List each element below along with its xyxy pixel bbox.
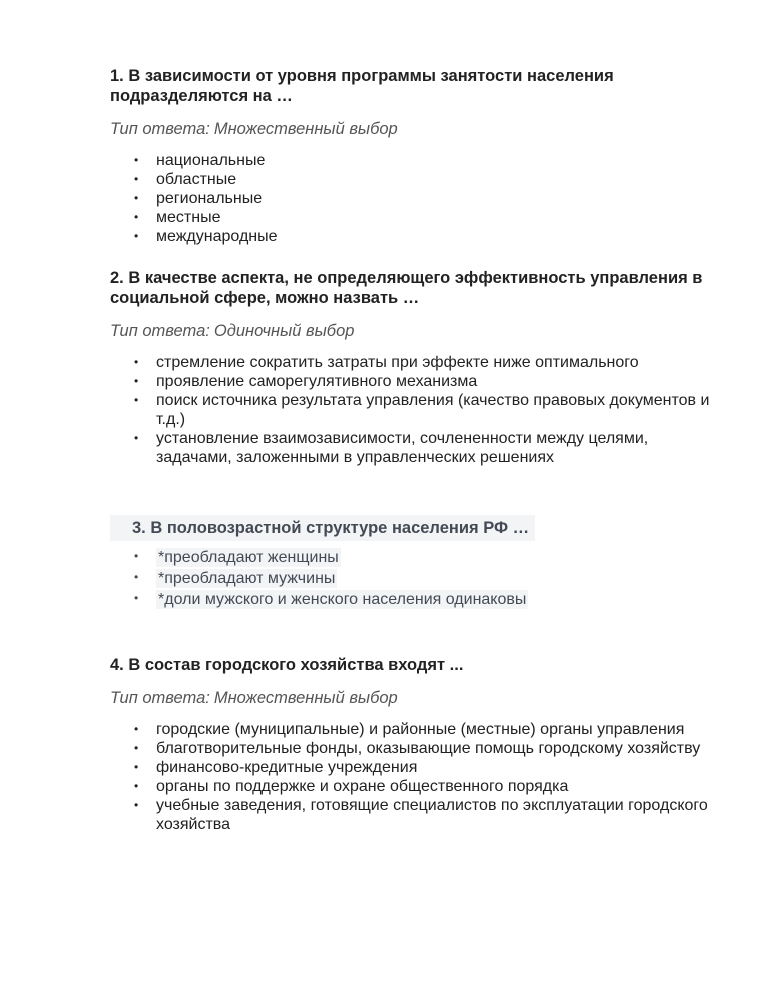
list-item — [110, 429, 720, 467]
options-list — [110, 547, 590, 610]
options-list — [110, 353, 720, 467]
bullet-icon: • — [134, 798, 139, 812]
list-item — [110, 777, 720, 796]
list-item — [110, 391, 720, 429]
option-text: благотворительные фонды, оказывающие помощь городскому хозяйству — [156, 740, 701, 757]
answer-type-value: Множественный выбор — [213, 120, 398, 138]
list-item — [110, 720, 720, 739]
list-item — [110, 796, 720, 834]
answer-type-value: Множественный выбор — [213, 689, 398, 707]
option-text: *доли мужского и женского населения одинаковы — [158, 591, 527, 608]
answer-type — [110, 688, 720, 708]
option-text: установление взаимозависимости, сочлененности между целями, задачами, заложенными в управленческих решениях — [156, 430, 649, 466]
bullet-icon: • — [134, 210, 139, 224]
bullet-icon: • — [134, 153, 139, 167]
list-item — [110, 372, 720, 391]
bullet-icon: • — [134, 591, 139, 605]
bullet-icon: • — [134, 549, 139, 563]
bullet-icon: • — [134, 229, 139, 243]
bullet-icon: • — [134, 760, 139, 774]
list-item — [110, 208, 720, 227]
answer-type-label: Тип ответа: — [110, 689, 210, 707]
bullet-icon: • — [134, 431, 139, 445]
list-item — [110, 589, 590, 610]
bullet-icon: • — [134, 191, 139, 205]
option-text: региональные — [156, 190, 263, 207]
list-item — [110, 151, 720, 170]
question-title: 2. В качестве аспекта, не определяющего эффективность управления в социальной сфере, можно назвать … — [110, 269, 703, 307]
question-3 — [110, 515, 590, 610]
list-item — [110, 227, 720, 246]
answer-type — [110, 119, 720, 139]
list-item — [110, 189, 720, 208]
question-4 — [110, 655, 720, 834]
question-2 — [110, 268, 720, 467]
answer-type-label: Тип ответа: — [110, 322, 210, 340]
option-text: *преобладают женщины — [158, 549, 339, 566]
answer-type — [110, 321, 720, 341]
option-text: проявление саморегулятивного механизма — [156, 373, 478, 390]
bullet-icon: • — [134, 374, 139, 388]
options-list — [110, 151, 720, 246]
option-text: учебные заведения, готовящие специалистов по эксплуатации городского хозяйства — [156, 797, 708, 833]
option-text: международные — [156, 228, 278, 245]
question-title: 3. В половозрастной структуре населения РФ … — [110, 515, 535, 541]
bullet-icon: • — [134, 741, 139, 755]
list-item — [110, 568, 590, 589]
option-text: *преобладают мужчины — [158, 570, 336, 587]
question-title: 1. В зависимости от уровня программы занятости населения подразделяются на … — [110, 67, 614, 105]
bullet-icon: • — [134, 172, 139, 186]
answer-type-label: Тип ответа: — [110, 120, 210, 138]
list-item — [110, 170, 720, 189]
list-item — [110, 758, 720, 777]
bullet-icon: • — [134, 393, 139, 407]
list-item — [110, 739, 720, 758]
list-item — [110, 547, 590, 568]
option-text: местные — [156, 209, 221, 226]
option-text: городские (муниципальные) и районные (местные) органы управления — [156, 721, 685, 738]
options-list — [110, 720, 720, 834]
option-text: стремление сократить затраты при эффекте ниже оптимального — [156, 354, 639, 371]
list-item — [110, 353, 720, 372]
bullet-icon: • — [134, 570, 139, 584]
question-1 — [110, 66, 720, 246]
option-text: областные — [156, 171, 237, 188]
option-text: национальные — [156, 152, 266, 169]
answer-type-value: Одиночный выбор — [213, 322, 355, 340]
option-text: органы по поддержке и охране общественного порядка — [156, 778, 569, 795]
option-text: финансово-кредитные учреждения — [156, 759, 418, 776]
bullet-icon: • — [134, 355, 139, 369]
bullet-icon: • — [134, 779, 139, 793]
question-title: 4. В состав городского хозяйства входят ... — [110, 656, 464, 674]
bullet-icon: • — [134, 722, 139, 736]
option-text: поиск источника результата управления (качество правовых документов и т.д.) — [156, 392, 710, 428]
